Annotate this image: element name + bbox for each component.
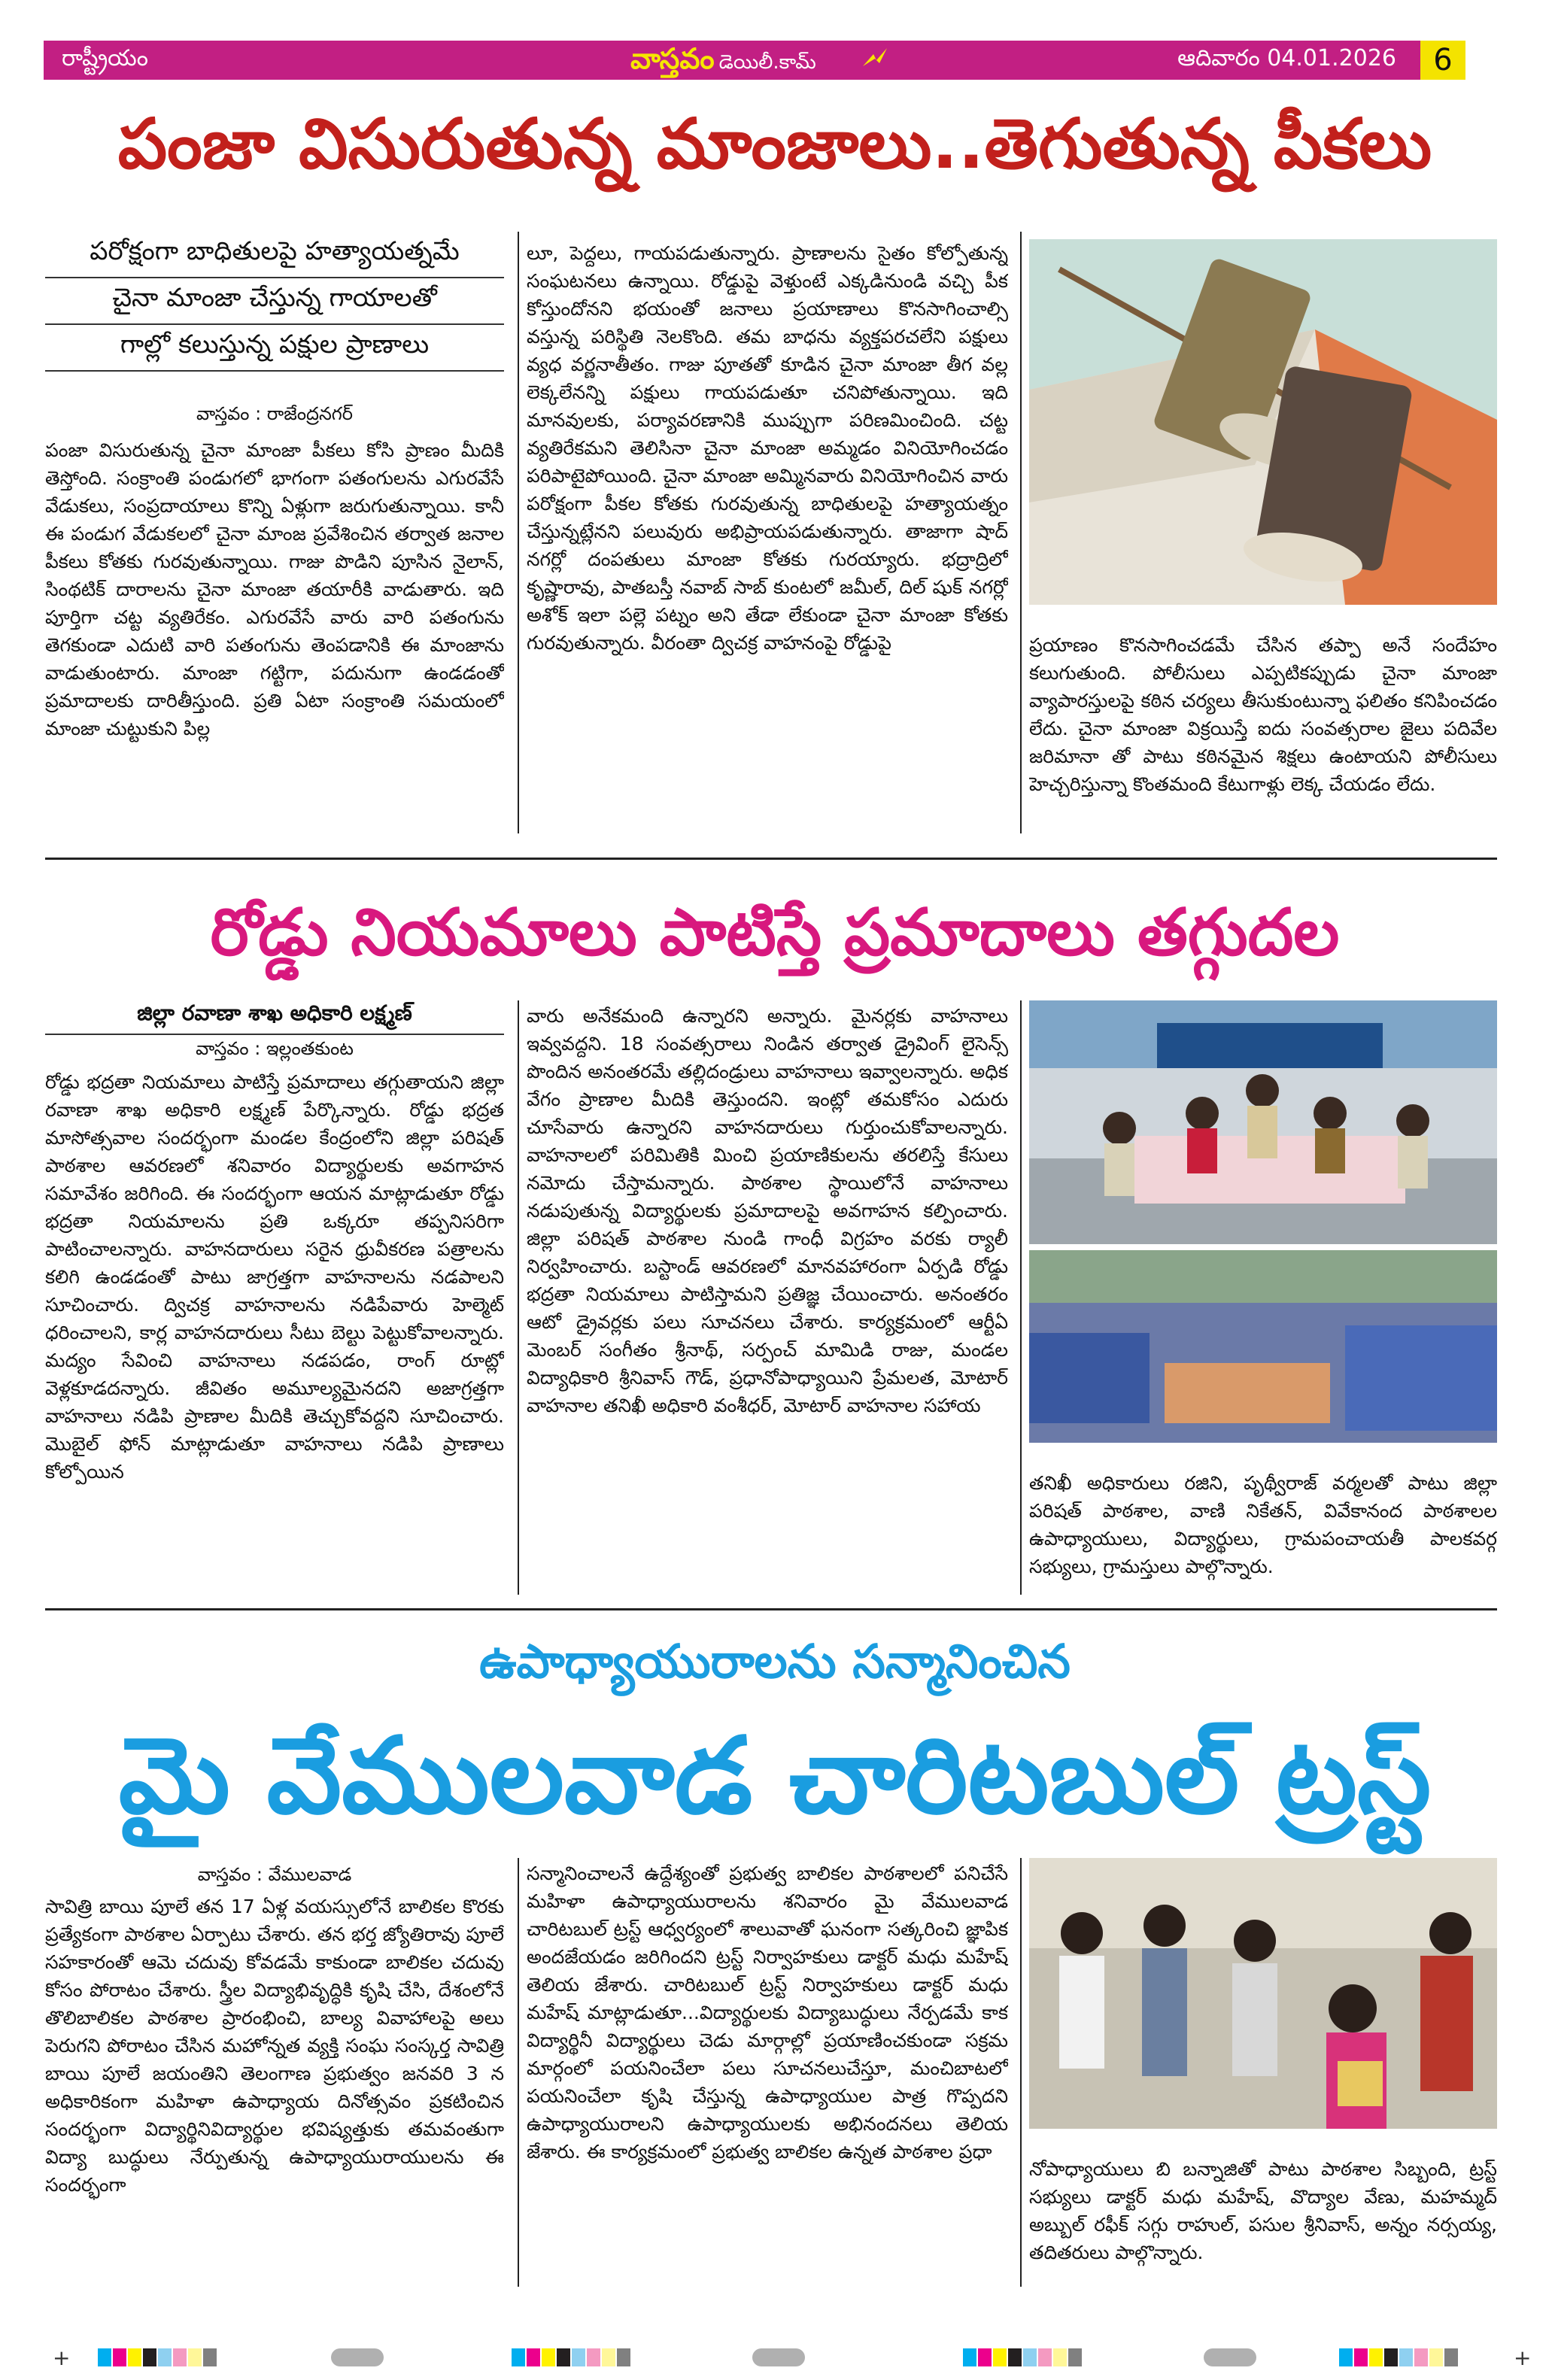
story3-caption-text: నోపాధ్యాయులు బి బన్నాజితో పాటు పాఠశాల సిబ్బంది, ట్రస్ట్ సభ్యులు డాక్టర్ మధు మహేష్, వొద్యాల వేణు, మహమ్మద్ అబ్బుల్ రఫీక్ సగ్గు రాహుల్, పసుల శ్రీనివాస్, అన్నం నర్సయ్య, తదితరులు పాల్గొన్నారు. (1029, 2158, 1497, 2263)
section-divider (45, 858, 1497, 860)
story1-byline: వాస్తవం : రాజేంద్రనగర్ (196, 403, 354, 424)
story1-column-2-text: లూ, పెద్దలు, గాయపడుతున్నారు. ప్రాణాలను సైతం కోల్పోతున్న సంఘటనలు ఉన్నాయి. రోడ్డుపై వెళ్తుంటే ఎక్కడినుండి వచ్చి పీక కోస్తుందోనని భయంతో జనాలు ప్రయాణాలు కొనసాగించాల్సి వస్తున్న పరిస్థితి నెలకొంది. తమ బాధను వ్యక్తపరచలేని పక్షులు వ్యధ వర్ణనాతీతం. గాజు పూతతో కూడిన చైనా మాంజా తీగ వల్ల లెక్కలేనన్ని పక్షులు గాయపడుతూ చనిపోతున్నాయి. ఇది మానవులకు, పర్యావరణానికి ముప్పుగా పరిణమించింది. చట్ట వ్యతిరేకమని తెలిసినా చైనా మాంజా అమ్మడం వినియోగించడం పరిపాటైపోయింది. చైనా మాంజా అమ్మినవారు వినియోగించిన వారు పరోక్షంగా పీకల కోతకు గురవుతున్న బాధితులపై హత్యాయత్నం చేస్తున్నట్లేనని పలువురు అభిప్రాయపడుతున్నారు. తాజాగా షాద్ నగర్లో దంపతులు మాంజా కోతకు గురయ్యారు. భద్రాద్రిలో కృష్ణారావు, పాతబస్తీ నవాబ్ సాబ్ కుంటలో జమీల్, దిల్ షుక్ నగర్లో అశోక్ ఇలా పల్లె పట్నం అని తేడా లేకుండా చైనా మాంజా కోతకు గురవుతున్నారు. వీరంతా ద్విచక్ర వాహనంపై రోడ్డుపై (527, 242, 1008, 654)
students-rally-photo (1029, 1250, 1497, 1443)
story2-photo-caption (1029, 1450, 1497, 1601)
section-divider (45, 1608, 1497, 1610)
header-bar (44, 41, 1465, 80)
section-label: రాష్ట్రీయం (62, 45, 148, 71)
story1-headline: పంజా విసురుతున్న మాంజాలు..తెగుతున్న పీకలు (117, 104, 1432, 184)
story1-column-1 (45, 436, 504, 835)
story1-caption-text: ప్రయాణం కొనసాగించడమే చేసిన తప్పా అనే సందేహం కలుగుతుంది. పోలీసులు ఎప్పటికప్పుడు చైనా మాంజా వ్యాపారస్తులపై కఠిన చర్యలు తీసుకుంటున్నా ఫలితం కనిపించడం లేదు. చైనా మాంజా విక్రయిస్తే ఐదు సంవత్సరాల జైలు పదివేల జరిమానా తో పాటు కఠినమైన శిక్షలు ఉంటాయని పోలీసులు హెచ్చరిస్తున్నా కొంతమంది కేటుగాళ్లు లెక్క చేయడం లేదు. (1029, 634, 1497, 795)
column-divider (518, 1000, 519, 1595)
story3-column-2-text: సన్మానించాలనే ఉద్దేశ్యంతో ప్రభుత్వ బాలికల పాఠశాలలో పనిచేసే మహిళా ఉపాధ్యాయురాలను శనివారం మై వేములవాడ చారిటబుల్ ట్రస్ట్ ఆధ్వర్యంలో శాలువాతో ఘనంగా సత్కరించి జ్ఞాపిక అందజేయడం జరిగిందని ట్రస్ట్ నిర్వాహకులు డాక్టర్ మధు మహేష్ తెలియ జేశారు. చారిటబుల్ ట్రస్ట్ నిర్వాహకులు డాక్టర్ మధు మహేష్ మాట్లాడుతూ...విద్యార్థులకు విద్యాబుద్ధులు నేర్పడమే కాక విద్యార్థినీ విద్యార్థులు చెడు మార్గాల్లో ప్రయాణించకుండా సక్రమ మార్గంలో పయనించేలా పలు సూచనలుచేస్తూ, మంచిబాటలో పయనించేలా కృషి చేస్తున్న ఉపాధ్యాయుల పాత్ర గొప్పదని ఉపాధ్యాయురాలని ఉపాధ్యాయులకు అభినందనలు తెలియ జేశారు. ఈ కార్యక్రమంలో ప్రభుత్వ బాలికల ఉన్నత పాఠశాల ప్రధా (527, 1862, 1008, 2163)
story1-photo-caption (1029, 612, 1497, 838)
column-divider (1020, 1858, 1022, 2287)
story1-column-2 (527, 239, 1008, 833)
story2-column-2 (527, 1002, 1008, 1595)
masthead-title: వాస్తవం (630, 42, 715, 75)
story2-column-1-text: రోడ్డు భద్రతా నియమాలు పాటిస్తే ప్రమాదాలు తగ్గుతాయని జిల్లా రవాణా శాఖ అధికారి లక్ష్మణ్ పేర్కొన్నారు. రోడ్డు భద్రత మాసోత్సవాల సందర్భంగా మండల కేంద్రంలోని జిల్లా పరిషత్ పాఠశాల ఆవరణలో శనివారం విద్యార్థులకు అవగాహన సమావేశం జరిగింది. ఈ సందర్భంగా ఆయన మాట్లాడుతూ రోడ్డు భద్రతా నియమాలను ప్రతి ఒక్కరూ తప్పనిసరిగా పాటించాలన్నారు. వాహనదారులు సరైన ధ్రువీకరణ పత్రాలను కలిగి ఉండడంతో పాటు జాగ్రత్తగా వాహనాలను నడపాలని సూచించారు. ద్విచక్ర వాహనాలను నడిపేవారు హెల్మెట్ ధరించాలని, కార్ల వాహనదారులు సీటు బెల్టు పెట్టుకోవాలన్నారు. మద్యం సేవించి వాహనాలు నడపడం, రాంగ్ రూట్లో వెళ్లకూడదన్నారు. జీవితం అమూల్యమైనదని అజాగ్రత్తగా వాహనాలు నడిపి ప్రాణాల మీదికి తెచ్చుకోవద్దని సూచించారు. మొబైల్ ఫోన్ మాట్లాడుతూ వాహనాలు నడిపి ప్రాణాలు కోల్పోయిన (45, 1071, 504, 1483)
column-divider (1020, 232, 1022, 833)
story2-byline: వాస్తవం : ఇల్లంతకుంట (196, 1038, 354, 1059)
story1-deck-2: చైనా మాంజా చేస్తున్న గాయాలతో (45, 278, 504, 325)
story3-column-1-text: సావిత్రి బాయి పూలే తన 17 ఏళ్ల వయస్సులోనే బాలికల కొరకు ప్రత్యేకంగా పాఠశాల ఏర్పాటు చేశారు. తన భర్త జ్యోతిరావు పూలే సహకారంతో ఆమె చదువు కోవడమే కాకుండా బాలికల చదువు కోసం పోరాటం చేశారు. స్త్రీల విద్యాభివృద్ధికి కృషి చేసి, దేశంలోనే తొలిబాలికల పాఠశాల ప్రారంభించి, బాల్య వివాహాలపై అలు పెరుగని పోరాటం చేసిన మహోన్నత వ్యక్తి సంఘ సంస్కర్త సావిత్రి బాయి పూలే జయంతిని తెలంగాణ ప్రభుత్వం జనవరి 3 న అధికారికంగా మహిళా ఉపాధ్యాయ దినోత్సవం ప్రకటించిన సందర్భంగా విద్యార్థినివిద్యార్థుల భవిష్యత్తుకు తమవంతుగా విద్యా బుద్ధులు నేర్పుతున్న ఉపాధ్యాయురాయులను ఈ సందర్భంగా (45, 1896, 504, 2196)
svg-text:+: + (1514, 2345, 1532, 2370)
story1-deck-3: గాల్లో కలుస్తున్న పక్షుల ప్రాణాలు (45, 325, 504, 372)
column-divider (518, 232, 519, 833)
story3-kicker: ఉపాధ్యాయురాలను సన్మానించిన (479, 1634, 1071, 1689)
story1-decks (45, 232, 504, 372)
story2-caption-text: తనిఖీ అధికారులు రజిని, పృథ్వీరాజ్ వర్మలతో పాటు జిల్లా పరిషత్ పాఠశాల, వాణి నికేతన్, వివేకానంద పాఠశాలల ఉపాధ్యాయులు, విద్యార్థులు, గ్రామపంచాయతీ పాలకవర్గ సభ్యులు, గ్రామస్తులు పాల్గొన్నారు. (1029, 1472, 1497, 1577)
story2-deck: జిల్లా రవాణా శాఖ అధికారి లక్ష్మణ్ (45, 1000, 504, 1035)
story3-headline: మై వేములవాడ చారిటబుల్ ట్రస్ట్ (118, 1715, 1432, 1838)
story2-column-2-text: వారు అనేకమంది ఉన్నారని అన్నారు. మైనర్లకు వాహనాలు ఇవ్వవద్దని. 18 సంవత్సరాలు నిండిన తర్వాత డ్రైవింగ్ లైసెన్స్ పొందిన అనంతరమే తల్లిదండ్రులు వాహనాలు ఇవ్వాలన్నారు. అధిక వేగం ప్రాణాల మీదికి తెస్తుందని. ఇంట్లో తమకోసం ఎదురు చూసేవారు ఉన్నారని వాహనదారులు గుర్తుంచుకోవాలన్నారు. వాహనాలలో పరిమితికి మించి ప్రయాణికులను తరలిస్తే కేసులు నమోదు చేస్తామన్నారు. పాఠశాల స్థాయిలోనే వాహనాలు నడుపుతున్న విద్యార్థులకు ప్రమాదాలపై అవగాహన కల్పించారు. జిల్లా పరిషత్ పాఠశాల నుండి గాంధీ విగ్రహం వరకు ర్యాలీ నిర్వహించారు. బస్టాండ్ ఆవరణలో మానవహారంగా ఏర్పడి రోడ్డు భద్రతా నియమాలు పాటిస్తామని ప్రతిజ్ఞ చేయించారు. అనంతరం ఆటో డ్రైవర్లకు పలు సూచనలు చేశారు. కార్యక్రమంలో ఆర్టీఏ మెంబర్ సంగీతం శ్రీనాథ్, సర్పంచ్ మామిడి రాజు, మండల విద్యాధికారి శ్రీనివాస్ గౌడ్, ప్రధానోపాధ్యాయిని ప్రేమలత, మోటార్ వాహనాల తనిఖీ అధికారి వంశీధర్, మోటార్ వాహనాల సహాయ (527, 1005, 1008, 1416)
story1-column-1-text: పంజా విసురుతున్న చైనా మాంజా పీకలు కోసి ప్రాణం మీదికి తెస్తోంది. సంక్రాంతి పండుగలో భాగంగా పతంగులను ఎగురవేసే వేడుకలు, సంప్రదాయాలు కొన్ని ఏళ్లుగా జరుగుతున్నాయి. కానీ ఈ పండుగ వేడుకలలో చైనా మాంజ ప్రవేశించిన తర్వాత జనాల పీకలు కోతకు గురవుతున్నాయి. గాజు పొడిని పూసిన నైలాన్, సింథటిక్ దారాలను చైనా మాంజా తయారీకి వాడుతారు. ఇది పూర్తిగా చట్ట వ్యతిరేకం. ఎగురవేసే వారు వారి పతంగును తెగకుండా ఎదుటి వారి పతంగును తెంపడానికి ఈ మాంజాను వాడుతుంటారు. మాంజా గట్టిగా, పదునుగా ఉండడంతో ప్రమాదాలకు దారితీస్తుంది. ప్రతి ఏటా సంక్రాంతి సమయంలో మాంజా చుట్టుకుని పిల్ల (45, 439, 504, 739)
issue-date: ఆదివారం 04.01.2026 (1177, 45, 1396, 71)
kite-thread-spools-photo (1029, 239, 1497, 605)
story1-deck-1: పరోక్షంగా బాధితులపై హత్యాయత్నమే (45, 232, 504, 278)
print-registration-marks (0, 2339, 1555, 2377)
story3-byline: వాస్తవం : వేములవాడ (197, 1864, 352, 1885)
column-divider (1020, 1000, 1022, 1595)
story2-column-1 (45, 1068, 504, 1595)
bird-logo-icon (860, 44, 890, 74)
teacher-felicitation-photo (1029, 1858, 1497, 2129)
page-number: 6 (1420, 41, 1465, 80)
column-divider (518, 1858, 519, 2287)
masthead (630, 42, 816, 83)
story3-column-2 (527, 1859, 1008, 2284)
story2-headline: రోడ్డు నియమాలు పాటిస్తే ప్రమాదాలు తగ్గుదల (210, 895, 1340, 970)
road-safety-meeting-photo (1029, 1000, 1497, 1244)
svg-text:+: + (53, 2345, 71, 2370)
story3-column-1 (45, 1893, 504, 2284)
masthead-subtitle: డెయిలీ.కామ్ (718, 51, 816, 74)
story3-photo-caption (1029, 2136, 1497, 2287)
